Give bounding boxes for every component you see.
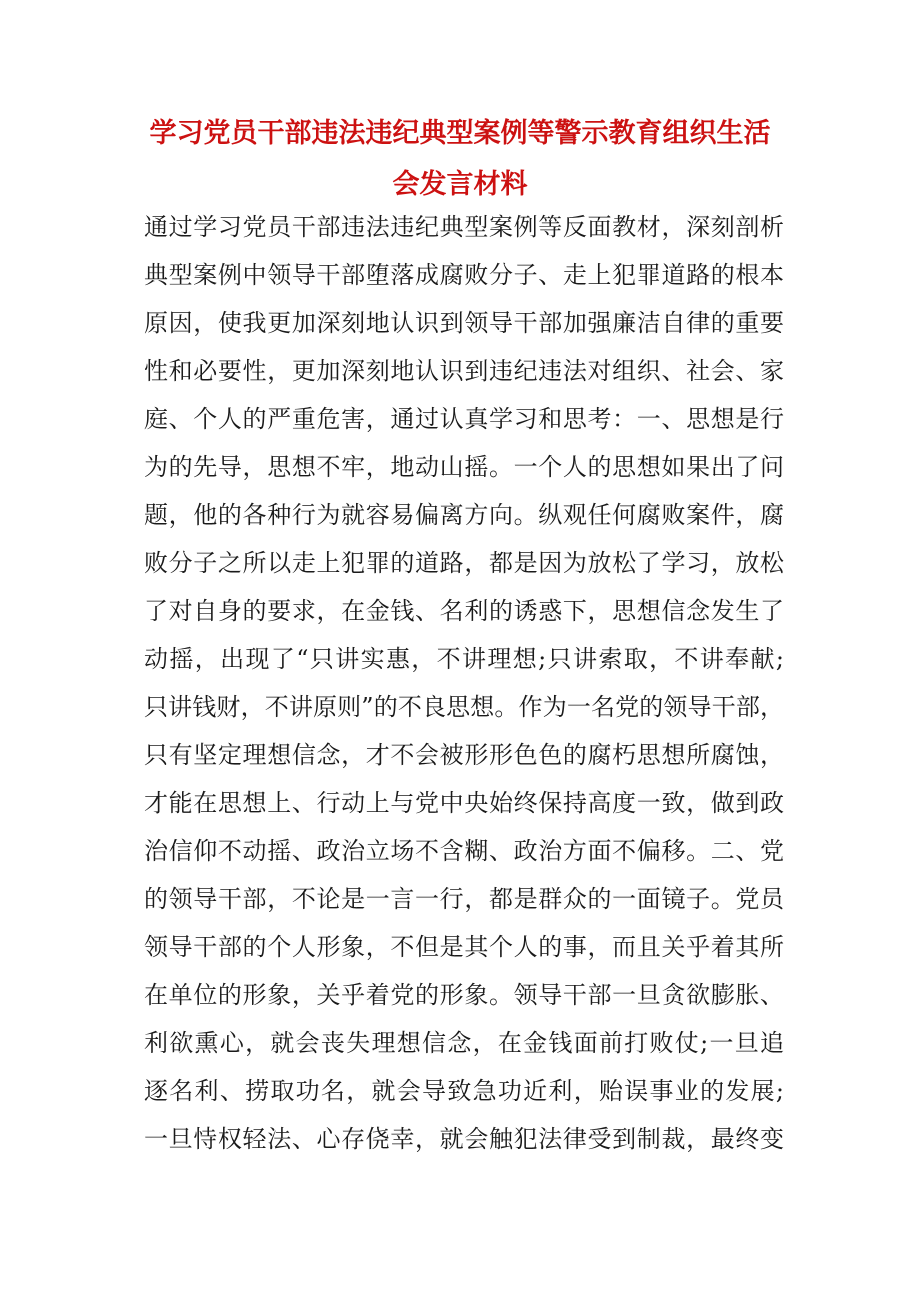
body-line: 的领导干部，不论是一言一行，都是群众的一面镜子。党员 xyxy=(144,885,784,913)
body-line: 利欲熏心，就会丧失理想信念，在金钱面前打败仗;一旦追 xyxy=(144,1029,784,1057)
body-line: 题，他的各种行为就容易偏离方向。纵观任何腐败案件，腐 xyxy=(144,501,784,529)
document-title-line-1: 学习党员干部违法违纪典型案例等警示教育组织生活 xyxy=(149,118,771,149)
body-line: 在单位的形象，关乎着党的形象。领导干部一旦贪欲膨胀、 xyxy=(144,981,784,1009)
body-line: 动摇，出现了“只讲实惠，不讲理想;只讲索取，不讲奉献; xyxy=(144,645,784,673)
body-line: 典型案例中领导干部堕落成腐败分子、走上犯罪道路的根本 xyxy=(144,261,784,289)
body-line: 一旦恃权轻法、心存侥幸，就会触犯法律受到制裁，最终变 xyxy=(144,1125,784,1153)
body-line: 领导干部的个人形象，不但是其个人的事，而且关乎着其所 xyxy=(144,933,784,961)
document-title-line-2: 会发言材料 xyxy=(392,169,528,200)
body-line: 逐名利、捞取功名，就会导致急功近利，贻误事业的发展; xyxy=(144,1077,784,1105)
body-line: 才能在思想上、行动上与党中央始终保持高度一致，做到政 xyxy=(144,789,784,817)
body-line: 只有坚定理想信念，才不会被形形色色的腐朽思想所腐蚀， xyxy=(144,741,784,769)
body-line: 通过学习党员干部违法违纪典型案例等反面教材，深刻剖析 xyxy=(144,213,784,241)
body-line: 败分子之所以走上犯罪的道路，都是因为放松了学习，放松 xyxy=(144,549,784,577)
body-line: 了对自身的要求，在金钱、名利的诱惑下，思想信念发生了 xyxy=(144,597,784,625)
body-line: 原因，使我更加深刻地认识到领导干部加强廉洁自律的重要 xyxy=(144,309,784,337)
body-line: 治信仰不动摇、政治立场不含糊、政治方面不偏移。二、党 xyxy=(144,837,784,865)
body-line: 性和必要性，更加深刻地认识到违纪违法对组织、社会、家 xyxy=(144,357,784,385)
body-line: 只讲钱财，不讲原则”的不良思想。作为一名党的领导干部， xyxy=(144,693,784,721)
body-line: 为的先导，思想不牢，地动山摇。一个人的思想如果出了问 xyxy=(144,453,784,481)
body-line: 庭、个人的严重危害，通过认真学习和思考：一、思想是行 xyxy=(144,405,784,433)
